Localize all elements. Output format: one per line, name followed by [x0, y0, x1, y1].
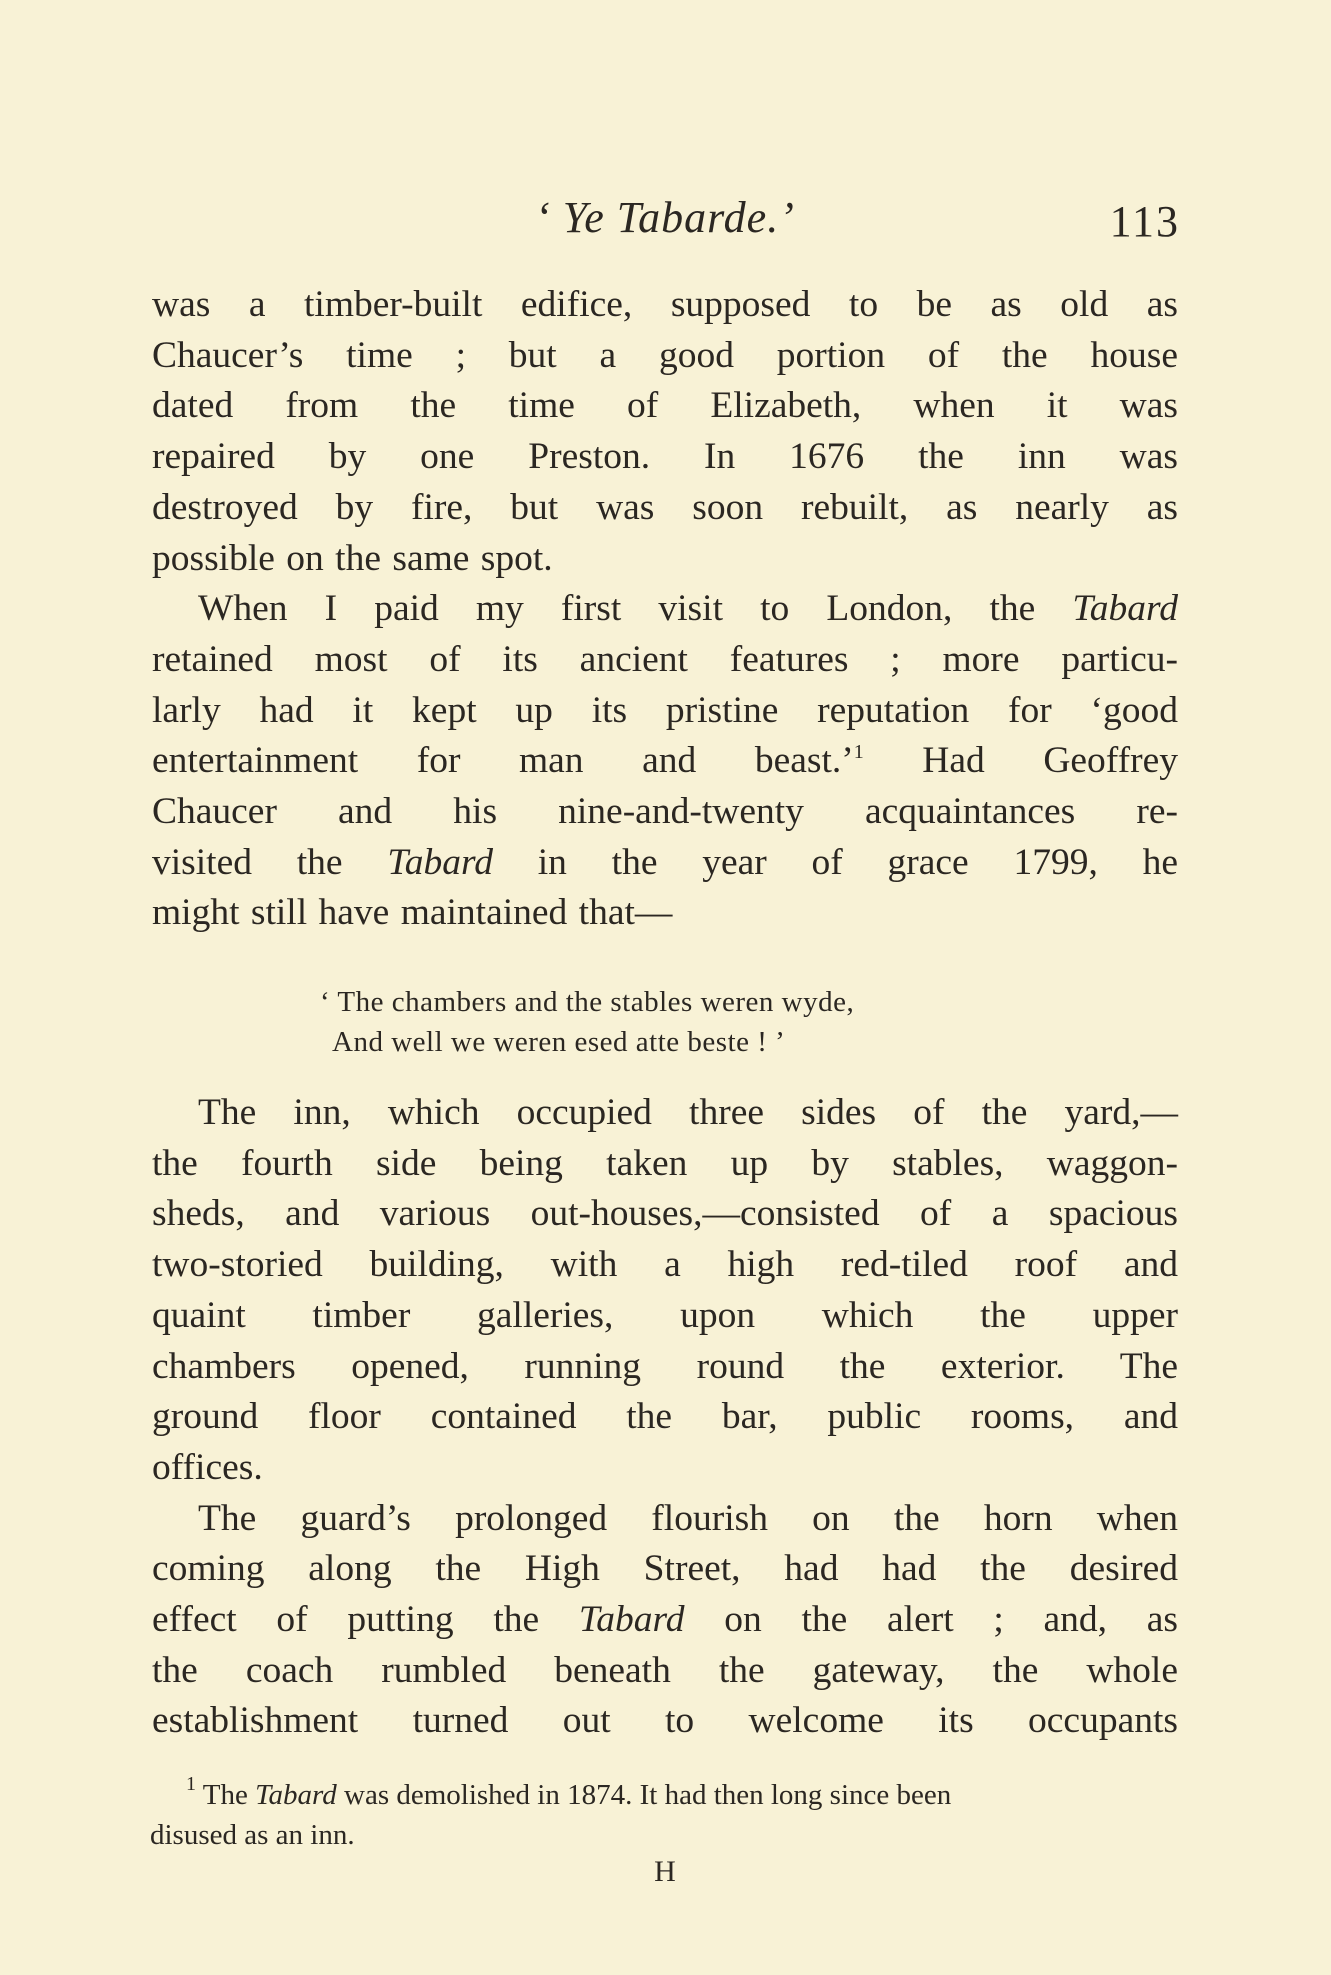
paragraph-3 [152, 1088, 1178, 1494]
italic-title: Tabard [387, 841, 493, 883]
paragraph-1 [152, 280, 1178, 584]
text-line: The inn, which occupied three sides of the yard,— [198, 1092, 1178, 1133]
footnote-reference: 1 [853, 741, 864, 764]
text-span: When I paid my first visit to London, the [198, 588, 1073, 630]
running-title: ‘ Ye Tabarde.’ [535, 193, 795, 242]
text-line: larly had it kept up its pristine reputation for ‘good [152, 689, 1178, 731]
text-line: sheds, and various out-houses,—consisted of a spacious [152, 1193, 1178, 1235]
footnote-line: disused as an inn. [150, 1819, 355, 1851]
main-text-upper [152, 280, 1178, 939]
text-line: The guard’s prolonged flourish on the horn when [198, 1497, 1178, 1539]
text-span: visited the [152, 841, 388, 883]
text-line: was a timber-built edifice, supposed to be as old as [152, 284, 1178, 325]
paragraph-4 [152, 1494, 1178, 1748]
text-span: in the year of grace 1799, he [492, 841, 1179, 883]
page-number: 113 [1109, 197, 1180, 246]
text-span: was demolished in 1874. It had then long since been [336, 1779, 952, 1811]
text-line: establishment turned out to welcome its occupants [152, 1700, 1178, 1742]
verse-line: ‘ The chambers and the stables weren wyde, [320, 986, 855, 1018]
text-line [152, 736, 1178, 787]
italic-title: Tabard [578, 1599, 685, 1641]
text-line: chambers opened, running round the exterior. The [152, 1345, 1178, 1387]
text-line [152, 1595, 1178, 1646]
text-line: retained most of its ancient features ; more particu- [152, 638, 1178, 680]
text-line [152, 584, 1178, 635]
text-line: destroyed by fire, but was soon rebuilt, as nearly as [152, 486, 1178, 528]
text-line: the coach rumbled beneath the gateway, the whole [152, 1649, 1178, 1691]
text-line: ground floor contained the bar, public rooms, and [152, 1396, 1178, 1438]
text-line: dated from the time of Elizabeth, when it was [152, 385, 1178, 427]
text-line: coming along the High Street, had had the desired [152, 1548, 1178, 1590]
text-line: offices. [152, 1446, 263, 1488]
text-span: on the alert ; and, as [684, 1599, 1178, 1641]
verse-line: And well we weren esed atte beste ! ’ [332, 1026, 786, 1058]
footnote-line [150, 1775, 1178, 1815]
text-span: The [196, 1779, 256, 1811]
text-line: possible on the same spot. [152, 537, 553, 579]
text-line: the fourth side being taken up by stables, waggon- [152, 1142, 1178, 1184]
italic-title: Tabard [255, 1779, 337, 1811]
footnote-marker: 1 [186, 1773, 196, 1795]
text-span: entertainment for man and beast.’ [152, 740, 854, 782]
page-header [150, 192, 1180, 252]
text-line: might still have maintained that— [152, 892, 673, 934]
text-line: Chaucer’s time ; but a good portion of the house [152, 334, 1178, 376]
paragraph-2 [152, 584, 1178, 939]
text-span: Had Geoffrey [863, 740, 1178, 782]
text-span: effect of putting the [152, 1599, 579, 1641]
verse-quotation [320, 982, 1020, 1062]
text-line: Chaucer and his nine-and-twenty acquaintances re- [152, 791, 1178, 833]
main-text-lower [152, 1088, 1178, 1747]
text-line: repaired by one Preston. In 1676 the inn was [152, 436, 1178, 478]
signature-mark: H [654, 1855, 677, 1888]
footnote [150, 1775, 1178, 1855]
text-line [152, 838, 1178, 889]
italic-title: Tabard [1072, 588, 1178, 630]
text-line: two-storied building, with a high red-tiled roof and [152, 1244, 1178, 1286]
text-line: quaint timber galleries, upon which the upper [152, 1294, 1178, 1336]
